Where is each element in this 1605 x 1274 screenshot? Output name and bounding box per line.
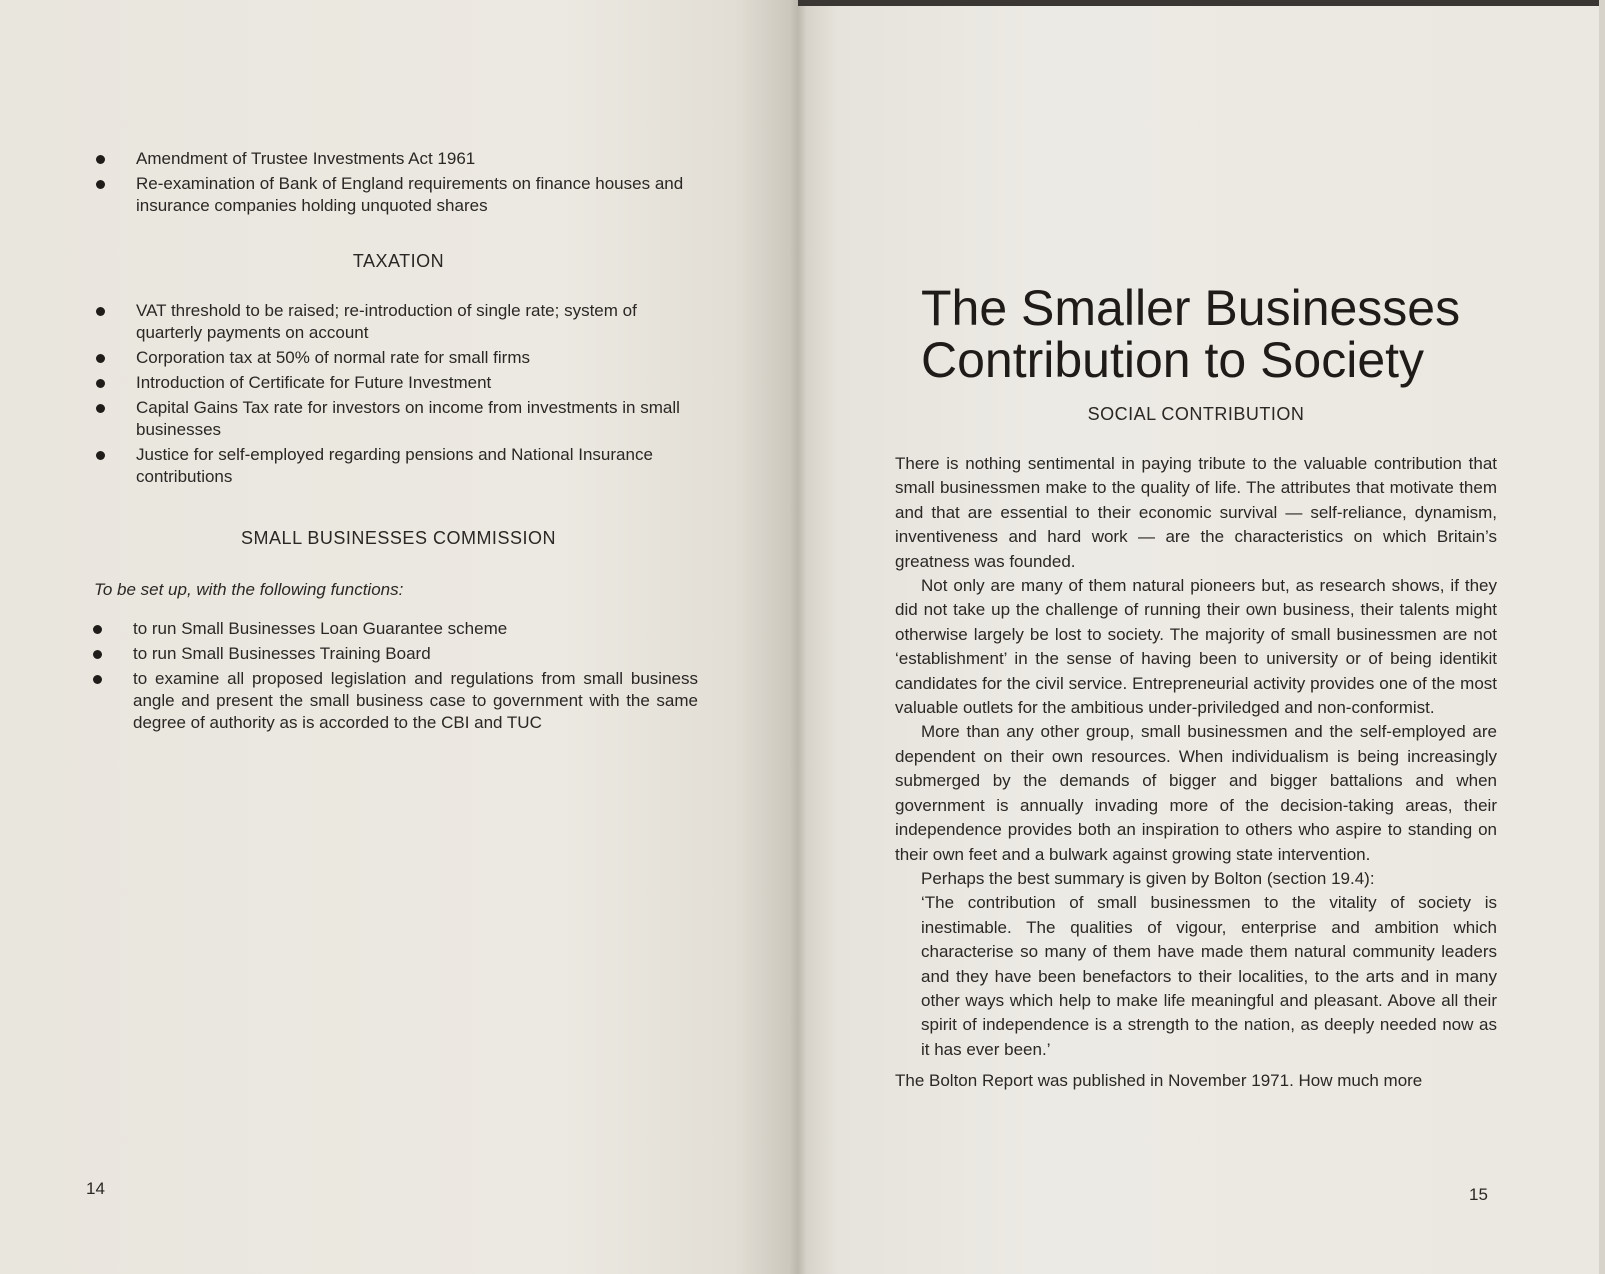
bullet-icon xyxy=(96,354,105,363)
list-item: to run Small Businesses Loan Guarantee scheme xyxy=(93,618,698,640)
list-item: to run Small Businesses Training Board xyxy=(93,643,698,665)
taxation-bullet-list xyxy=(96,300,701,491)
list-item: Introduction of Certificate for Future Investment xyxy=(96,372,701,394)
section-heading: SOCIAL CONTRIBUTION xyxy=(1087,404,1305,424)
bullet-icon xyxy=(96,379,105,388)
commission-intro: To be set up, with the following functions: xyxy=(94,580,404,599)
block-quote: ‘The contribution of small businessmen to the vitality of society is inestimable. The qualities of vigour, enterprise and ambition which characterise so many of them have made them natural community leaders and they have been benefactors to their localities, to the arts and in many other ways which help to make life meaningful and pleasant. Above all their spirit of independence is a strength to the nation, as deeply needed now as it has ever been.’ xyxy=(921,893,1497,1059)
bullet-icon xyxy=(93,625,102,634)
paragraph: There is nothing sentimental in paying tribute to the valuable contribution that small businessmen make to the quality of life. The attributes that motivate them and that are essential to their economic survival — self-reliance, dynamism, inventiveness and hard work — are the characteristics on which Britain’s greatness was founded. xyxy=(895,454,1497,571)
bullet-icon xyxy=(96,155,105,164)
page-right-edge xyxy=(1599,0,1605,1274)
article-body xyxy=(895,452,1497,1094)
paragraph: More than any other group, small businessmen and the self-employed are dependent on their own resources. When individualism is being increasingly submerged by the demands of bigger and bigger battalions and when government is annually invading more of the decision-taking areas, their independence provides both an inspiration to others who aspire to standing on their own feet and a bulwark against growing state intervention. xyxy=(895,722,1497,864)
bullet-icon xyxy=(96,180,105,189)
bullet-icon xyxy=(96,404,105,413)
page-number-left: 14 xyxy=(86,1179,105,1198)
commission-bullet-list xyxy=(93,618,698,737)
finance-bullet-list xyxy=(96,148,701,220)
paragraph: Not only are many of them natural pioneers but, as research shows, if they did not take up the challenge of running their own business, their talents might otherwise largely be lost to society. The majority of small businessmen are not ‘establishment’ in the sense of having been to university or of being identikit candidates for the civil service. Entrepreneurial activity provides one of the most valuable outlets for the ambitious under-priviledged and non-conformist. xyxy=(895,576,1497,718)
paragraph: Perhaps the best summary is given by Bolton (section 19.4): xyxy=(921,868,1375,888)
taxation-heading: TAXATION xyxy=(352,251,445,271)
paragraph: The Bolton Report was published in November 1971. How much more xyxy=(895,1071,1423,1091)
list-item: Corporation tax at 50% of normal rate for small firms xyxy=(96,347,701,369)
bullet-icon xyxy=(93,650,102,659)
book-spine xyxy=(790,0,806,1274)
commission-heading: SMALL BUSINESSES COMMISSION xyxy=(241,528,556,548)
page-top-edge xyxy=(798,0,1605,6)
page-title: The Smaller Businesses Contribution to Society xyxy=(921,279,1461,388)
bullet-icon xyxy=(96,307,105,316)
list-item: Justice for self-employed regarding pensions and National Insurance contributions xyxy=(96,444,701,488)
list-item: VAT threshold to be raised; re-introduction of single rate; system of quarterly payments on account xyxy=(96,300,701,344)
page-number-right: 15 xyxy=(1469,1185,1488,1204)
list-item: Re-examination of Bank of England requirements on finance houses and insurance companies holding unquoted shares xyxy=(96,173,701,217)
list-item: Capital Gains Tax rate for investors on income from investments in small businesses xyxy=(96,397,701,441)
list-item: to examine all proposed legislation and regulations from small business angle and present the small business case to government with the same degree of authority as is accorded to the CBI and TUC xyxy=(93,668,698,734)
list-item: Amendment of Trustee Investments Act 1961 xyxy=(96,148,701,170)
bullet-icon xyxy=(93,675,102,684)
bullet-icon xyxy=(96,451,105,460)
